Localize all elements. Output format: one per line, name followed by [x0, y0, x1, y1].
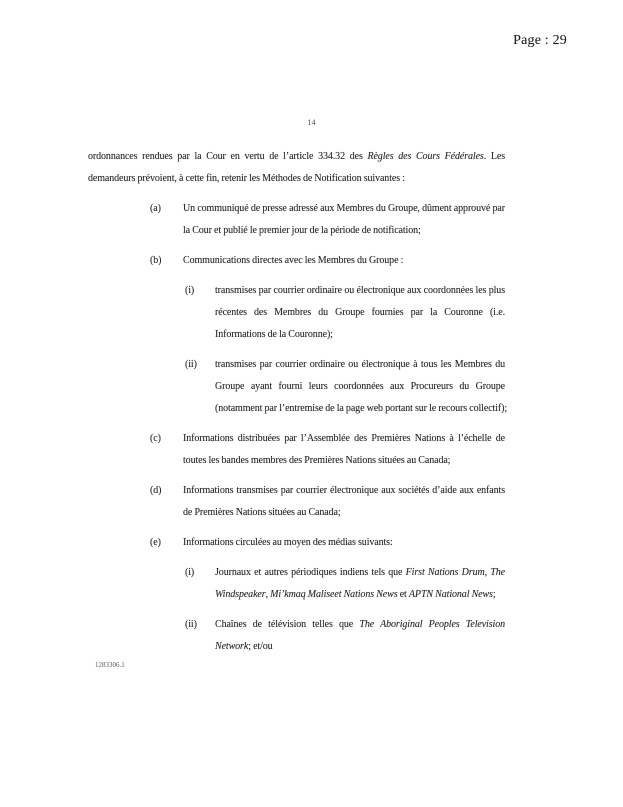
document-body: [88, 146, 508, 666]
text-run: (notamment par l’entremise de la page web portant sur le recours collectif);: [215, 403, 508, 414]
text-line: [215, 302, 505, 324]
text-line: [215, 584, 505, 606]
text-line: [215, 398, 508, 420]
text-run: demandeurs prévoient, à cette fin, retenir les Méthodes de Notification suivantes :: [88, 173, 405, 184]
text-line: [183, 250, 505, 272]
italic-run: Windspeaker: [215, 589, 266, 600]
text-run: Journaux et autres périodiques indiens tels que: [215, 567, 406, 578]
list-item-label: (a): [150, 203, 161, 214]
text-line: [215, 376, 505, 398]
text-run: Informations transmises par courrier électronique aux sociétés d’aide aux enfants: [183, 485, 505, 496]
italic-run: Network: [215, 641, 249, 652]
text-line: [215, 614, 505, 636]
list-item-text: [183, 480, 505, 524]
page-number-header: Page : 29: [513, 33, 567, 48]
sub-list-item-text: [215, 614, 505, 658]
sub-list-item: [88, 280, 505, 346]
intro-paragraph: [88, 146, 505, 190]
list-item-label: (b): [150, 255, 162, 266]
text-line: [183, 502, 505, 524]
text-line: [183, 450, 505, 472]
text-run: ,: [265, 589, 271, 600]
sub-list-item-label: (i): [185, 285, 195, 296]
text-run: toutes les bandes membres des Premières Nations situées au Canada;: [183, 455, 451, 466]
document-number: 1283306.1: [95, 661, 125, 669]
italic-run: Mi’kmaq Maliseet Nations News: [270, 589, 398, 600]
sub-list-item-text: [215, 354, 508, 420]
italic-run: The: [490, 567, 506, 578]
text-line: [215, 324, 505, 346]
list-item-label: (e): [150, 537, 161, 548]
list-item-text: [183, 428, 505, 472]
text-line: [215, 354, 505, 376]
text-run: . Les: [483, 151, 505, 162]
text-line: [88, 146, 505, 168]
text-line: [183, 198, 505, 220]
list-item: [88, 250, 505, 272]
list-item-text: [183, 198, 505, 242]
list-item-text: [183, 532, 505, 554]
list-item-label: (c): [150, 433, 161, 444]
text-run: Informations circulées au moyen des médias suivants:: [183, 537, 393, 548]
text-run: Chaînes de télévision telles que: [215, 619, 360, 630]
text-run: Communications directes avec les Membres du Groupe :: [183, 255, 404, 266]
sub-list-item: [88, 614, 505, 658]
text-run: transmises par courrier ordinaire ou électronique aux coordonnées les plus: [215, 285, 505, 296]
sub-list-item-label: (ii): [185, 359, 197, 370]
text-line: [183, 480, 505, 502]
text-line: [215, 280, 505, 302]
text-run: Groupe ayant fourni leurs coordonnées aux Procureurs du Groupe: [215, 381, 505, 392]
text-line: [88, 168, 505, 190]
text-run: ;: [492, 589, 496, 600]
list-item: [88, 428, 505, 472]
text-run: transmises par courrier ordinaire ou électronique à tous les Membres du: [215, 359, 505, 370]
list-item-label: (d): [150, 485, 162, 496]
text-run: récentes des Membres du Groupe fournies par la Couronne (i.e.: [215, 307, 505, 318]
list-item: [88, 480, 505, 524]
text-run: ordonnances rendues par la Cour en vertu de l’article 334.32 des: [88, 151, 368, 162]
text-line: [183, 532, 505, 554]
text-line: [183, 220, 505, 242]
sub-list-item: [88, 562, 505, 606]
list-item: [88, 198, 505, 242]
list-item: [88, 532, 505, 554]
text-line: [183, 428, 505, 450]
sub-list-item: [88, 354, 508, 420]
text-run: de Premières Nations situées au Canada;: [183, 507, 341, 518]
text-line: [215, 636, 505, 658]
text-run: ; et/ou: [248, 641, 273, 652]
sub-list-item-text: [215, 562, 505, 606]
sub-list-item-label: (ii): [185, 619, 197, 630]
text-run: Un communiqué de presse adressé aux Membres du Groupe, dûment approuvé par: [183, 203, 505, 214]
text-run: Informations distribuées par l’Assemblée des Premières Nations à l’échelle de: [183, 433, 505, 444]
italic-run: Règles des Cours Fédérales: [367, 151, 484, 162]
italic-run: First Nations Drum: [405, 567, 485, 578]
sub-list-item-text: [215, 280, 505, 346]
text-run: et: [397, 589, 409, 600]
methods-list: [88, 198, 508, 658]
sub-list-item-label: (i): [185, 567, 195, 578]
italic-run: The Aboriginal Peoples Television: [359, 619, 505, 630]
list-item-text: [183, 250, 505, 272]
italic-run: APTN National News: [408, 589, 493, 600]
text-run: la Cour et publié le premier jour de la période de notification;: [183, 225, 421, 236]
text-run: ,: [484, 567, 491, 578]
text-run: Informations de la Couronne);: [215, 329, 333, 340]
text-line: [215, 562, 505, 584]
inner-page-number: 14: [307, 118, 316, 127]
